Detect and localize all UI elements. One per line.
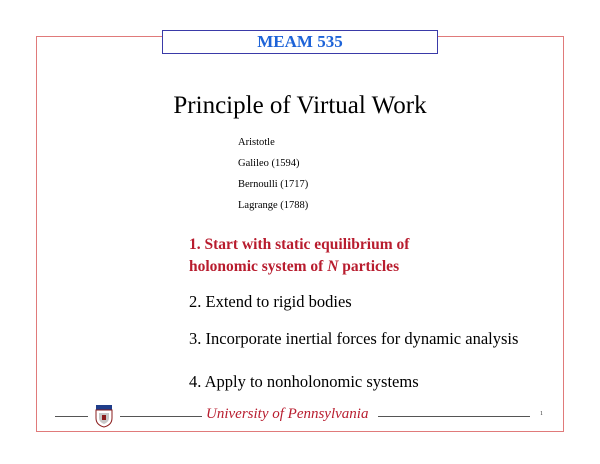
point-4: 4. Apply to nonholonomic systems <box>189 372 419 391</box>
point-3: 3. Incorporate inertial forces for dynamic analysis <box>189 329 519 348</box>
footer-rule-left <box>55 416 88 417</box>
page-number: 1 <box>540 411 543 417</box>
history-item: Bernoulli (1717) <box>238 179 309 190</box>
point-2: 2. Extend to rigid bodies <box>189 292 352 311</box>
slide-title: Principle of Virtual Work <box>173 92 427 119</box>
university-crest-icon <box>91 404 117 428</box>
footer-rule-right <box>378 416 530 417</box>
course-title-box <box>162 30 438 54</box>
course-title: MEAM 535 <box>257 32 343 51</box>
point-1-text: holonomic system of <box>189 258 328 275</box>
point-1-variable: N <box>327 258 339 275</box>
history-item: Aristotle <box>238 137 275 148</box>
history-item: Galileo (1594) <box>238 158 300 169</box>
footer-rule-middle <box>120 416 202 417</box>
point-1-line-1: 1. Start with static equilibrium of <box>189 236 410 253</box>
university-name: University of Pennsylvania <box>206 406 369 422</box>
point-1-text-end: particles <box>338 258 400 275</box>
point-1-highlighted <box>189 234 409 278</box>
point-1-line-2 <box>189 256 409 278</box>
history-list <box>238 137 308 221</box>
history-item: Lagrange (1788) <box>238 200 309 211</box>
